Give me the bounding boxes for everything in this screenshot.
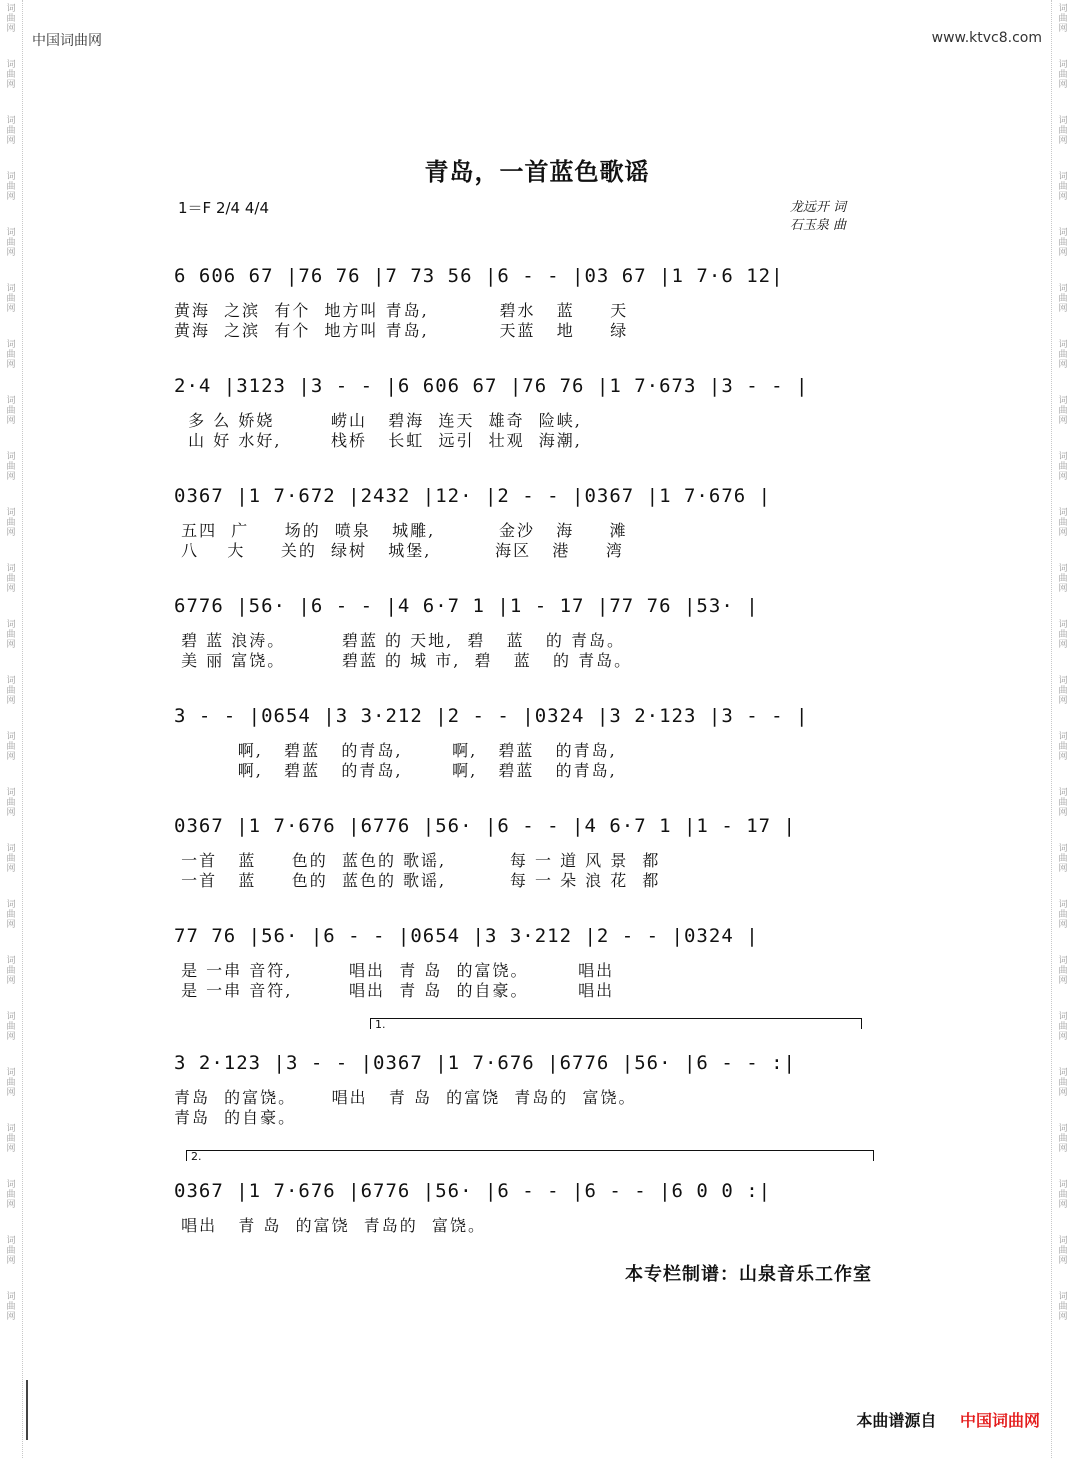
- lyric-line: 五四 广 场的 喷泉 城雕, 金沙 海 滩: [174, 521, 628, 540]
- watermark-char: 词: [6, 676, 16, 686]
- watermark-char: 词: [6, 1180, 16, 1190]
- watermark-group: [1052, 1012, 1074, 1042]
- watermark-char: 网: [1058, 696, 1068, 706]
- watermark-char: 曲: [6, 350, 16, 360]
- lyric-line: 美 丽 富饶。 碧蓝 的 城 市, 碧 蓝 的 青岛。: [174, 651, 633, 670]
- watermark-char: 网: [6, 1144, 16, 1154]
- watermark-char: 曲: [6, 1190, 16, 1200]
- watermark-char: 网: [6, 192, 16, 202]
- notation-line: 3 2·123 |3 - - |0367 |1 7·676 |6776 |56· |6 - - :|: [174, 1052, 796, 1074]
- watermark-char: 网: [6, 752, 16, 762]
- watermark-char: 网: [6, 1032, 16, 1042]
- watermark-char: 网: [6, 1312, 16, 1322]
- watermark-char: 曲: [6, 182, 16, 192]
- watermark-char: 词: [1058, 1292, 1068, 1302]
- watermark-char: 曲: [6, 238, 16, 248]
- watermark-char: 网: [1058, 472, 1068, 482]
- watermark-char: 网: [6, 24, 16, 34]
- watermark-char: 曲: [6, 910, 16, 920]
- watermark-char: 曲: [6, 518, 16, 528]
- watermark-char: 网: [6, 248, 16, 258]
- watermark-char: 网: [1058, 1144, 1068, 1154]
- watermark-char: 词: [1058, 228, 1068, 238]
- lyric-line: 啊, 碧蓝 的青岛, 啊, 碧蓝 的青岛,: [174, 741, 617, 760]
- notation-line: 6 606 67 |76 76 |7 73 56 |6 - - |03 67 |1 7·6 12|: [174, 265, 784, 287]
- watermark-char: 网: [6, 696, 16, 706]
- watermark-char: 网: [1058, 752, 1068, 762]
- watermark-group: [0, 1012, 22, 1042]
- arranger-credit: 本专栏制谱：山泉音乐工作室: [625, 1264, 872, 1285]
- watermark-char: 网: [6, 416, 16, 426]
- watermark-char: 曲: [1058, 574, 1068, 584]
- site-name-header[interactable]: 中国词曲网: [32, 33, 102, 49]
- watermark-char: 曲: [1058, 462, 1068, 472]
- watermark-char: 词: [1058, 116, 1068, 126]
- watermark-char: 词: [6, 732, 16, 742]
- watermark-char: 词: [6, 508, 16, 518]
- watermark-char: 词: [6, 396, 16, 406]
- watermark-char: 词: [6, 284, 16, 294]
- watermark-char: 网: [1058, 640, 1068, 650]
- watermark-char: 曲: [6, 14, 16, 24]
- watermark-char: 网: [1058, 1032, 1068, 1042]
- watermark-char: 网: [1058, 976, 1068, 986]
- watermark-char: 曲: [6, 630, 16, 640]
- watermark-char: 曲: [6, 70, 16, 80]
- volta-bracket: [370, 1018, 862, 1029]
- watermark-char: 曲: [1058, 854, 1068, 864]
- watermark-char: 词: [1058, 172, 1068, 182]
- watermark-group: [1052, 228, 1074, 258]
- watermark-char: 词: [1058, 60, 1068, 70]
- watermark-char: 曲: [1058, 182, 1068, 192]
- watermark-char: 网: [6, 472, 16, 482]
- watermark-char: 网: [6, 976, 16, 986]
- watermark-char: 曲: [6, 294, 16, 304]
- source-attribution[interactable]: [856, 1408, 1040, 1431]
- score-system: [174, 815, 864, 891]
- watermark-char: 曲: [1058, 518, 1068, 528]
- watermark-char: 词: [6, 844, 16, 854]
- watermark-char: 词: [1058, 1012, 1068, 1022]
- watermark-char: 网: [1058, 136, 1068, 146]
- watermark-char: 词: [6, 1236, 16, 1246]
- watermark-group: [0, 1124, 22, 1154]
- watermark-char: 网: [6, 304, 16, 314]
- watermark-char: 词: [6, 788, 16, 798]
- watermark-char: 曲: [1058, 350, 1068, 360]
- watermark-char: 曲: [6, 1246, 16, 1256]
- watermark-group: [0, 732, 22, 762]
- watermark-char: 词: [1058, 900, 1068, 910]
- watermark-group: [1052, 284, 1074, 314]
- lyric-line: 八 大 关的 绿树 城堡, 海区 港 湾: [174, 541, 624, 560]
- watermark-group: [1052, 1292, 1074, 1322]
- watermark-char: 网: [1058, 416, 1068, 426]
- watermark-char: 曲: [1058, 14, 1068, 24]
- source-label: 本曲谱源自: [856, 1411, 937, 1430]
- watermark-char: 词: [1058, 452, 1068, 462]
- watermark-char: 曲: [1058, 70, 1068, 80]
- watermark-group: [0, 1180, 22, 1210]
- lyric-line: 青岛 的自豪。: [174, 1108, 297, 1127]
- watermark-group: [0, 284, 22, 314]
- song-title: 青岛，一首蓝色歌谣: [424, 157, 650, 186]
- lyric-line: 青岛 的富饶。 唱出 青 岛 的富饶 青岛的 富饶。: [174, 1088, 637, 1107]
- watermark-group: [0, 956, 22, 986]
- watermark-char: 词: [1058, 4, 1068, 14]
- watermark-group: [1052, 452, 1074, 482]
- lyric-line: 是 一串 音符, 唱出 青 岛 的自豪。 唱出: [174, 981, 615, 1000]
- watermark-char: 曲: [1058, 966, 1068, 976]
- site-url-header[interactable]: www.ktvc8.com: [931, 30, 1042, 46]
- watermark-group: [1052, 508, 1074, 538]
- watermark-char: 词: [1058, 340, 1068, 350]
- watermark-char: 词: [6, 1012, 16, 1022]
- watermark-char: 曲: [1058, 630, 1068, 640]
- lyric-line: 黄海 之滨 有个 地方叫 青岛, 碧水 蓝 天: [174, 301, 629, 320]
- watermark-char: 词: [6, 340, 16, 350]
- watermark-char: 曲: [6, 406, 16, 416]
- watermark-char: 曲: [1058, 798, 1068, 808]
- watermark-char: 曲: [6, 966, 16, 976]
- score-system: [174, 705, 864, 781]
- notation-line: 77 76 |56· |6 - - |0654 |3 3·212 |2 - - |0324 |: [174, 925, 759, 947]
- right-watermark-strip: [1051, 0, 1074, 1458]
- watermark-char: 网: [1058, 24, 1068, 34]
- watermark-char: 网: [6, 864, 16, 874]
- watermark-group: [0, 340, 22, 370]
- watermark-group: [0, 564, 22, 594]
- key-signature: 1＝F 2/4 4/4: [178, 199, 269, 217]
- watermark-group: [0, 116, 22, 146]
- score-system: [174, 265, 864, 341]
- watermark-char: 曲: [6, 126, 16, 136]
- watermark-char: 网: [1058, 920, 1068, 930]
- lyric-line: 一首 蓝 色的 蓝色的 歌谣, 每 一 道 风 景 都: [174, 851, 661, 870]
- watermark-char: 曲: [6, 798, 16, 808]
- watermark-char: 词: [6, 116, 16, 126]
- score-system: [174, 1018, 864, 1128]
- watermark-char: 词: [6, 172, 16, 182]
- watermark-char: 词: [6, 452, 16, 462]
- watermark-char: 曲: [1058, 1246, 1068, 1256]
- watermark-char: 网: [1058, 360, 1068, 370]
- watermark-char: 网: [1058, 584, 1068, 594]
- watermark-char: 曲: [6, 462, 16, 472]
- watermark-char: 曲: [6, 1302, 16, 1312]
- watermark-char: 网: [1058, 248, 1068, 258]
- score-system: [174, 485, 864, 561]
- volta-bracket: [186, 1150, 874, 1161]
- lyric-line: 一首 蓝 色的 蓝色的 歌谣, 每 一 朵 浪 花 都: [174, 871, 661, 890]
- watermark-char: 网: [6, 640, 16, 650]
- watermark-char: 网: [6, 808, 16, 818]
- watermark-char: 曲: [1058, 910, 1068, 920]
- watermark-char: 词: [1058, 396, 1068, 406]
- composer-credit: 石玉泉 曲: [789, 218, 846, 233]
- score-system: [174, 1150, 864, 1236]
- watermark-group: [0, 60, 22, 90]
- watermark-char: 词: [1058, 956, 1068, 966]
- watermark-char: 词: [6, 60, 16, 70]
- lyric-line: 是 一串 音符, 唱出 青 岛 的富饶。 唱出: [174, 961, 615, 980]
- watermark-char: 词: [1058, 564, 1068, 574]
- watermark-group: [1052, 844, 1074, 874]
- left-watermark-strip: [0, 0, 23, 1458]
- watermark-char: 词: [6, 564, 16, 574]
- watermark-group: [1052, 676, 1074, 706]
- watermark-group: [0, 1068, 22, 1098]
- watermark-char: 网: [1058, 528, 1068, 538]
- lyric-line: 啊, 碧蓝 的青岛, 啊, 碧蓝 的青岛,: [174, 761, 617, 780]
- watermark-char: 词: [1058, 284, 1068, 294]
- watermark-char: 曲: [1058, 1022, 1068, 1032]
- watermark-char: 词: [1058, 1180, 1068, 1190]
- watermark-group: [1052, 564, 1074, 594]
- lyric-line: 多 么 娇娆 崂山 碧海 连天 雄奇 险峡,: [174, 411, 582, 430]
- watermark-group: [1052, 60, 1074, 90]
- lyric-line: 黄海 之滨 有个 地方叫 青岛, 天蓝 地 绿: [174, 321, 629, 340]
- watermark-char: 网: [6, 80, 16, 90]
- watermark-group: [0, 676, 22, 706]
- score-system: [174, 925, 864, 1001]
- watermark-char: 词: [1058, 732, 1068, 742]
- watermark-group: [1052, 396, 1074, 426]
- watermark-char: 词: [1058, 1068, 1068, 1078]
- watermark-group: [1052, 1068, 1074, 1098]
- watermark-char: 词: [6, 1124, 16, 1134]
- lyric-line: 碧 蓝 浪涛。 碧蓝 的 天地, 碧 蓝 的 青岛。: [174, 631, 625, 650]
- watermark-char: 曲: [6, 854, 16, 864]
- watermark-group: [1052, 620, 1074, 650]
- watermark-char: 词: [1058, 844, 1068, 854]
- watermark-char: 网: [6, 584, 16, 594]
- lyricist-credit: 龙远开 词: [789, 200, 846, 215]
- lyric-line: 唱出 青 岛 的富饶 青岛的 富饶。: [174, 1216, 486, 1235]
- watermark-char: 词: [6, 900, 16, 910]
- watermark-char: 网: [1058, 192, 1068, 202]
- watermark-group: [0, 1236, 22, 1266]
- watermark-char: 网: [1058, 1256, 1068, 1266]
- watermark-char: 网: [1058, 304, 1068, 314]
- watermark-char: 网: [1058, 808, 1068, 818]
- watermark-char: 词: [6, 228, 16, 238]
- watermark-char: 曲: [1058, 686, 1068, 696]
- watermark-char: 词: [1058, 508, 1068, 518]
- watermark-group: [1052, 116, 1074, 146]
- lyric-line: 山 好 水好, 栈桥 长虹 远引 壮观 海潮,: [174, 431, 582, 450]
- watermark-char: 词: [6, 1292, 16, 1302]
- watermark-char: 曲: [1058, 1078, 1068, 1088]
- notation-line: 3 - - |0654 |3 3·212 |2 - - |0324 |3 2·123 |3 - - |: [174, 705, 809, 727]
- watermark-char: 曲: [6, 574, 16, 584]
- watermark-char: 曲: [6, 1078, 16, 1088]
- watermark-char: 词: [1058, 676, 1068, 686]
- watermark-group: [0, 508, 22, 538]
- watermark-group: [0, 900, 22, 930]
- volta-label: 2.: [191, 1150, 202, 1163]
- watermark-char: 网: [1058, 1088, 1068, 1098]
- watermark-char: 曲: [6, 1022, 16, 1032]
- watermark-char: 词: [6, 1068, 16, 1078]
- watermark-char: 网: [1058, 1312, 1068, 1322]
- watermark-group: [0, 788, 22, 818]
- watermark-char: 词: [6, 620, 16, 630]
- watermark-char: 曲: [1058, 294, 1068, 304]
- watermark-group: [1052, 1124, 1074, 1154]
- watermark-char: 曲: [1058, 1190, 1068, 1200]
- watermark-group: [0, 1292, 22, 1322]
- watermark-group: [1052, 340, 1074, 370]
- watermark-char: 词: [1058, 620, 1068, 630]
- score-system: [174, 375, 864, 451]
- watermark-group: [1052, 956, 1074, 986]
- watermark-char: 网: [6, 1256, 16, 1266]
- watermark-group: [0, 844, 22, 874]
- watermark-group: [1052, 732, 1074, 762]
- watermark-char: 词: [1058, 1124, 1068, 1134]
- watermark-char: 词: [6, 4, 16, 14]
- watermark-char: 网: [6, 1088, 16, 1098]
- watermark-char: 网: [1058, 80, 1068, 90]
- watermark-char: 网: [6, 136, 16, 146]
- watermark-char: 曲: [1058, 238, 1068, 248]
- notation-line: 0367 |1 7·672 |2432 |12· |2 - - |0367 |1 7·676 |: [174, 485, 772, 507]
- watermark-group: [0, 228, 22, 258]
- watermark-group: [1052, 1236, 1074, 1266]
- watermark-char: 曲: [6, 686, 16, 696]
- watermark-char: 曲: [1058, 1134, 1068, 1144]
- watermark-group: [0, 452, 22, 482]
- notation-line: 6776 |56· |6 - - |4 6·7 1 |1 - 17 |77 76 |53· |: [174, 595, 759, 617]
- watermark-char: 曲: [1058, 742, 1068, 752]
- watermark-char: 网: [6, 360, 16, 370]
- watermark-group: [0, 396, 22, 426]
- watermark-char: 词: [1058, 788, 1068, 798]
- watermark-char: 网: [6, 528, 16, 538]
- notation-line: 0367 |1 7·676 |6776 |56· |6 - - |6 - - |6 0 0 :|: [174, 1180, 772, 1202]
- watermark-char: 网: [6, 1200, 16, 1210]
- watermark-char: 网: [1058, 864, 1068, 874]
- watermark-group: [1052, 788, 1074, 818]
- watermark-char: 曲: [6, 742, 16, 752]
- notation-line: 0367 |1 7·676 |6776 |56· |6 - - |4 6·7 1 |1 - 17 |: [174, 815, 796, 837]
- volta-label: 1.: [375, 1018, 386, 1031]
- watermark-char: 曲: [1058, 1302, 1068, 1312]
- watermark-char: 词: [1058, 1236, 1068, 1246]
- watermark-group: [1052, 900, 1074, 930]
- watermark-group: [0, 4, 22, 34]
- watermark-group: [1052, 1180, 1074, 1210]
- watermark-char: 曲: [1058, 406, 1068, 416]
- score-system: [174, 595, 864, 671]
- watermark-char: 词: [6, 956, 16, 966]
- watermark-char: 网: [6, 920, 16, 930]
- watermark-group: [1052, 4, 1074, 34]
- notation-line: 2·4 |3123 |3 - - |6 606 67 |76 76 |1 7·673 |3 - - |: [174, 375, 809, 397]
- watermark-char: 曲: [6, 1134, 16, 1144]
- watermark-group: [0, 620, 22, 650]
- watermark-char: 网: [1058, 1200, 1068, 1210]
- margin-rule: [26, 1380, 28, 1440]
- source-site-name[interactable]: 中国词曲网: [959, 1411, 1040, 1430]
- watermark-char: 曲: [1058, 126, 1068, 136]
